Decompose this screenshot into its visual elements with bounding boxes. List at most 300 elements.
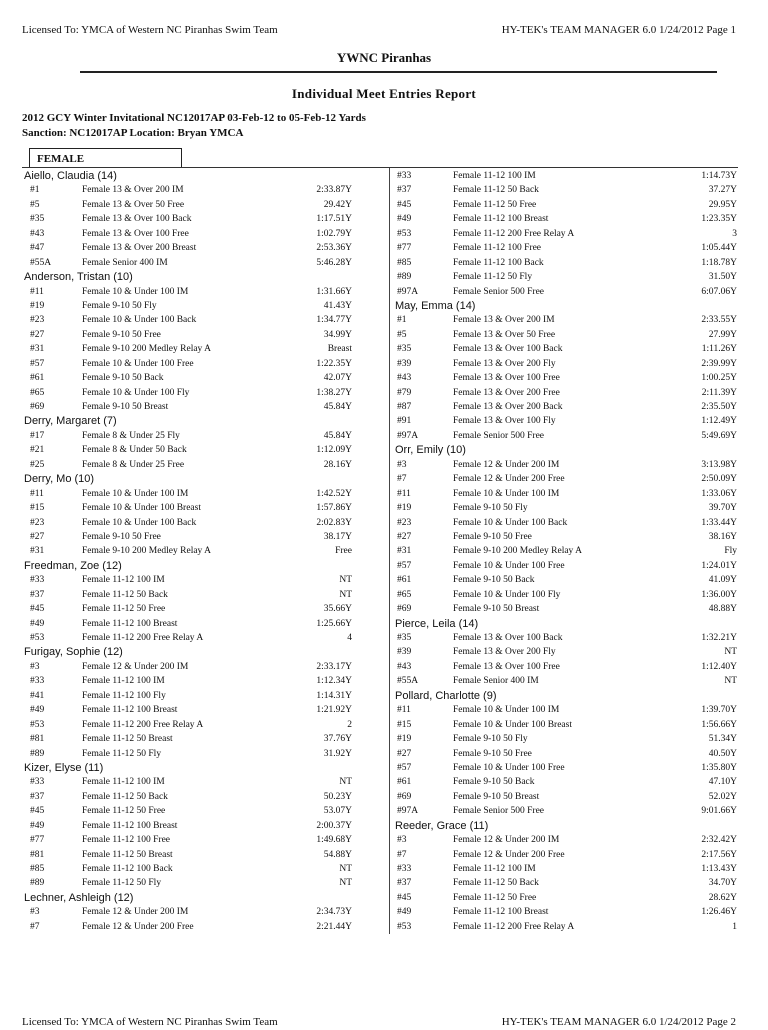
event-number: #97A <box>397 286 419 297</box>
event-number: #49 <box>30 618 45 629</box>
seed-time: 1:32.21Y <box>701 633 737 643</box>
license-text: Licensed To: YMCA of Western NC Piranhas Swim Team <box>22 24 278 36</box>
entry-row <box>24 198 386 212</box>
entry-row <box>395 718 737 732</box>
event-name: Female 12 & Under 200 IM <box>453 835 560 846</box>
event-number: #45 <box>30 806 45 817</box>
event-name: Female 10 & Under 100 Back <box>453 517 568 528</box>
swimmer-name: May, Emma (14) <box>395 299 476 312</box>
event-number: #49 <box>30 705 45 716</box>
event-number: #37 <box>397 185 412 196</box>
event-number: #11 <box>30 286 44 297</box>
event-number: #11 <box>397 488 411 499</box>
entry-row <box>24 747 386 761</box>
event-number: #41 <box>30 690 45 701</box>
seed-time: 1:33.06Y <box>701 488 737 499</box>
seed-time: Fly <box>724 546 737 557</box>
seed-time: 5:49.69Y <box>701 430 737 441</box>
swimmer-name: Kizer, Elyse (11) <box>24 761 104 774</box>
seed-time: 2:11.39Y <box>701 387 737 398</box>
entry-row <box>395 905 737 919</box>
event-number: #33 <box>397 864 412 874</box>
entry-row <box>24 674 386 688</box>
event-number: #45 <box>397 892 412 903</box>
seed-time: 1:35.80Y <box>701 762 737 773</box>
event-name: Female 13 & Over 200 Fly <box>453 647 556 658</box>
event-number: #53 <box>30 719 45 730</box>
event-number: #97A <box>397 806 419 817</box>
seed-time: 27.99Y <box>708 329 737 340</box>
event-number: #81 <box>30 849 45 860</box>
event-name: Female 10 & Under 100 Back <box>82 517 197 528</box>
event-name: Female Senior 400 IM <box>82 257 168 268</box>
swimmer-name: Lechner, Ashleigh (12) <box>24 891 134 904</box>
event-name: Female 9-10 50 Back <box>453 777 535 788</box>
event-number: #77 <box>397 243 412 254</box>
seed-time: 45.84Y <box>323 430 352 441</box>
event-name: Female 10 & Under 100 Free <box>453 762 565 773</box>
seed-time: 1:00.25Y <box>701 373 737 384</box>
seed-time: 1:23.35Y <box>701 214 737 225</box>
event-name: Female 9-10 50 Free <box>82 329 161 340</box>
event-number: #3 <box>397 459 407 470</box>
event-name: Female 11-12 200 Free Relay A <box>82 633 204 643</box>
event-number: #35 <box>30 214 45 225</box>
page-footer <box>22 1016 736 1030</box>
entry-row <box>24 544 386 558</box>
event-name: Female 11-12 100 Free <box>82 835 171 846</box>
software-version-text: HY-TEK's TEAM MANAGER 6.0 1/24/2012 Page 1 <box>501 24 736 36</box>
event-number: #15 <box>397 719 412 730</box>
event-number: #89 <box>30 748 45 759</box>
event-name: Female 11-12 50 Breast <box>82 734 173 745</box>
seed-time: 1:42.52Y <box>316 488 352 499</box>
event-number: #1 <box>30 185 40 196</box>
seed-time: 50.23Y <box>323 791 352 802</box>
entry-row <box>24 848 386 862</box>
event-name: Female 13 & Over 200 Breast <box>82 243 197 254</box>
entry-row <box>395 212 737 226</box>
event-number: #19 <box>397 503 412 514</box>
entry-row <box>395 790 737 804</box>
footer-license-text: Licensed To: YMCA of Western NC Piranhas Swim Team <box>22 1016 278 1028</box>
entry-row <box>395 183 737 197</box>
event-name: Female 10 & Under 100 Back <box>82 315 197 326</box>
event-name: Female 13 & Over 100 Free <box>82 228 189 239</box>
event-name: Female 11-12 100 IM <box>453 864 536 874</box>
seed-time: 1:33.44Y <box>701 517 737 528</box>
event-name: Female 13 & Over 100 Back <box>453 344 563 355</box>
event-number: #7 <box>397 474 407 485</box>
event-number: #57 <box>397 560 412 571</box>
event-name: Female 13 & Over 50 Free <box>453 329 556 340</box>
event-name: Female 11-12 100 Breast <box>453 907 549 918</box>
event-name: Female 10 & Under 100 Fly <box>82 387 190 398</box>
event-name: Female 11-12 100 IM <box>453 171 536 181</box>
event-name: Female 11-12 50 Free <box>82 806 166 817</box>
entry-row <box>24 256 386 270</box>
entry-row <box>395 227 737 241</box>
seed-time: 9:01.66Y <box>701 806 737 817</box>
entry-row <box>395 876 737 890</box>
column-divider <box>389 168 390 934</box>
event-name: Female 13 & Over 200 Back <box>453 402 563 412</box>
event-number: #5 <box>397 329 407 340</box>
entry-row <box>395 357 737 371</box>
event-number: #35 <box>397 344 412 355</box>
seed-time: 38.16Y <box>708 531 737 542</box>
seed-time: 48.88Y <box>708 604 737 615</box>
entry-row <box>395 400 737 414</box>
meet-info-line: 2012 GCY Winter Invitational NC12017AP 03-Feb-12 to 05-Feb-12 Yards <box>22 112 366 124</box>
event-name: Female 10 & Under 100 IM <box>82 488 189 499</box>
seed-time: 1:12.49Y <box>701 416 737 427</box>
seed-time: 1:31.66Y <box>316 286 352 297</box>
entry-row <box>395 674 737 688</box>
event-name: Female 11-12 200 Free Relay A <box>82 719 204 730</box>
entry-row <box>395 645 737 659</box>
seed-time: 38.17Y <box>323 531 352 542</box>
event-number: #25 <box>30 459 45 470</box>
seed-time: 2:00.37Y <box>316 820 352 831</box>
event-number: #69 <box>30 402 45 412</box>
event-number: #7 <box>30 921 40 932</box>
event-name: Female 9-10 200 Medley Relay A <box>82 546 212 557</box>
seed-time: 1:12.09Y <box>316 445 352 456</box>
entry-row <box>24 775 386 789</box>
event-name: Female 11-12 50 Back <box>453 185 539 196</box>
entry-row <box>395 848 737 862</box>
team-name: YWNC Piranhas <box>336 50 432 65</box>
entry-row <box>395 559 737 573</box>
entry-row <box>24 573 386 587</box>
seed-time: 1:18.78Y <box>701 257 737 268</box>
event-name: Female 13 & Over 100 Free <box>453 373 560 384</box>
event-number: #43 <box>30 228 45 239</box>
event-number: #45 <box>30 604 45 615</box>
seed-time: 1:39.70Y <box>701 705 737 716</box>
entry-row <box>24 400 386 414</box>
event-number: #31 <box>30 344 45 355</box>
event-name: Female 9-10 50 Back <box>453 575 535 586</box>
seed-time: 1:21.92Y <box>316 705 352 716</box>
seed-time: 6:07.06Y <box>701 286 737 297</box>
event-name: Female 9-10 50 Free <box>82 531 161 542</box>
entry-row <box>395 270 737 284</box>
event-number: #47 <box>30 243 45 254</box>
event-name: Female 11-12 50 Back <box>82 589 168 600</box>
event-name: Female 8 & Under 25 Free <box>82 459 185 470</box>
entry-row <box>395 804 737 818</box>
seed-time: 2:35.50Y <box>701 402 737 412</box>
event-number: #87 <box>397 402 412 412</box>
entry-row <box>24 516 386 530</box>
event-number: #31 <box>30 546 45 557</box>
event-name: Female 10 & Under 100 IM <box>453 705 560 716</box>
entry-row <box>395 487 737 501</box>
swimmer-name: Reeder, Grace (11) <box>395 819 489 832</box>
event-number: #33 <box>30 676 45 687</box>
event-name: Female 11-12 50 Fly <box>82 748 162 759</box>
event-name: Female 11-12 100 Breast <box>453 214 549 225</box>
event-name: Female 12 & Under 200 IM <box>82 907 189 918</box>
entry-row <box>395 747 737 761</box>
event-number: #55A <box>397 676 419 687</box>
event-number: #11 <box>30 488 44 499</box>
entry-row <box>24 602 386 616</box>
seed-time: NT <box>724 676 737 687</box>
seed-time: 4 <box>347 633 352 643</box>
entry-row <box>24 313 386 327</box>
event-number: #53 <box>397 921 412 932</box>
event-number: #33 <box>397 171 412 181</box>
event-name: Female 10 & Under 100 Breast <box>82 503 201 514</box>
entry-row <box>395 285 737 299</box>
page-header <box>22 24 736 38</box>
entry-row <box>24 905 386 919</box>
event-name: Female 11-12 100 IM <box>82 676 165 687</box>
event-name: Female 9-10 50 Fly <box>453 734 528 745</box>
entry-row <box>395 732 737 746</box>
event-number: #39 <box>397 358 412 369</box>
event-name: Female 13 & Over 100 Back <box>82 214 192 225</box>
event-number: #23 <box>397 517 412 528</box>
entry-row <box>24 342 386 356</box>
event-name: Female 11-12 100 Breast <box>82 820 178 831</box>
seed-time: 1:38.27Y <box>316 387 352 398</box>
event-name: Female 9-10 200 Medley Relay A <box>453 546 583 557</box>
event-number: #55A <box>30 257 52 268</box>
seed-time: 40.50Y <box>708 748 737 759</box>
event-name: Female 13 & Over 50 Free <box>82 199 185 210</box>
seed-time: 1:34.77Y <box>316 315 352 326</box>
seed-time: 1:49.68Y <box>316 835 352 846</box>
seed-time: 54.88Y <box>323 849 352 860</box>
seed-time: 2:50.09Y <box>701 474 737 485</box>
event-name: Female 12 & Under 200 IM <box>82 661 189 672</box>
event-number: #1 <box>397 315 407 326</box>
seed-time: 2:33.87Y <box>316 185 352 196</box>
entry-row <box>24 183 386 197</box>
event-number: #61 <box>397 575 412 586</box>
event-number: #43 <box>397 373 412 384</box>
event-number: #7 <box>397 849 407 860</box>
event-number: #3 <box>30 661 40 672</box>
seed-time: 3 <box>732 228 737 239</box>
entry-row <box>24 285 386 299</box>
entry-row <box>395 602 737 616</box>
seed-time: 35.66Y <box>323 604 352 615</box>
event-number: #85 <box>397 257 412 268</box>
event-name: Female 13 & Over 200 IM <box>82 185 184 196</box>
event-name: Female 8 & Under 50 Back <box>82 445 187 456</box>
seed-time: 1:25.66Y <box>316 618 352 629</box>
seed-time: NT <box>339 864 352 874</box>
swimmer-name: Aiello, Claudia (14) <box>24 170 117 182</box>
seed-time: 1:57.86Y <box>316 503 352 514</box>
swimmer-name: Orr, Emily (10) <box>395 444 466 457</box>
entry-row <box>24 429 386 443</box>
event-number: #65 <box>30 387 45 398</box>
seed-time: 1:24.01Y <box>701 560 737 571</box>
seed-time: 52.02Y <box>708 791 737 802</box>
event-name: Female 11-12 50 Fly <box>453 272 533 283</box>
event-number: #3 <box>30 907 40 918</box>
event-number: #27 <box>397 748 412 759</box>
event-name: Female 11-12 100 IM <box>82 777 165 788</box>
event-number: #79 <box>397 387 412 398</box>
entry-row <box>24 227 386 241</box>
event-name: Female 9-10 50 Back <box>82 373 164 384</box>
seed-time: NT <box>724 647 737 658</box>
entry-row <box>24 443 386 457</box>
entry-row <box>395 631 737 645</box>
event-number: #33 <box>30 777 45 788</box>
seed-time: 1:11.26Y <box>701 344 737 355</box>
event-name: Female 10 & Under 100 IM <box>453 488 560 499</box>
seed-time: 1:12.40Y <box>701 661 737 672</box>
event-name: Female 8 & Under 25 Fly <box>82 430 180 441</box>
event-number: #61 <box>30 373 45 384</box>
event-name: Female 13 & Over 100 Back <box>453 633 563 643</box>
seed-time: 1:14.73Y <box>701 171 737 181</box>
entry-row <box>24 703 386 717</box>
seed-time: 42.07Y <box>323 373 352 384</box>
event-number: #39 <box>397 647 412 658</box>
event-number: #97A <box>397 430 419 441</box>
seed-time: Breast <box>327 344 352 355</box>
event-number: #27 <box>397 531 412 542</box>
event-name: Female 11-12 50 Back <box>82 791 168 802</box>
seed-time: 2:17.56Y <box>701 849 737 860</box>
event-number: #11 <box>397 705 411 716</box>
event-name: Female 11-12 50 Fly <box>82 878 162 889</box>
event-number: #17 <box>30 430 45 441</box>
seed-time: 1:05.44Y <box>701 243 737 254</box>
event-name: Female 10 & Under 100 Breast <box>453 719 572 730</box>
seed-time: 28.16Y <box>323 459 352 470</box>
event-name: Female 9-10 50 Breast <box>82 402 169 412</box>
swimmer-name: Anderson, Tristan (10) <box>24 271 133 284</box>
event-number: #35 <box>397 633 412 643</box>
event-number: #37 <box>397 878 412 889</box>
header-rule <box>80 71 717 73</box>
event-number: #15 <box>30 503 45 514</box>
entry-row <box>24 631 386 645</box>
event-name: Female 13 & Over 100 Fly <box>453 416 556 427</box>
event-number: #5 <box>30 199 40 210</box>
entry-row <box>395 516 737 530</box>
seed-time: 5:46.28Y <box>316 257 352 268</box>
entry-row <box>395 328 737 342</box>
event-name: Female 12 & Under 200 IM <box>453 459 560 470</box>
seed-time: 34.70Y <box>708 878 737 889</box>
seed-time: 1:17.51Y <box>316 214 352 225</box>
entry-row <box>395 501 737 515</box>
event-name: Female Senior 500 Free <box>453 806 545 817</box>
event-name: Female 11-12 50 Free <box>82 604 166 615</box>
event-number: #49 <box>397 907 412 918</box>
event-number: #53 <box>30 633 45 643</box>
entry-row <box>24 804 386 818</box>
event-name: Female Senior 500 Free <box>453 430 545 441</box>
swimmer-name: Pollard, Charlotte (9) <box>395 689 497 702</box>
entry-row <box>395 530 737 544</box>
event-name: Female 13 & Over 200 Fly <box>453 358 556 369</box>
event-name: Female 11-12 50 Breast <box>82 849 173 860</box>
right-entries-column <box>395 169 737 934</box>
event-number: #61 <box>397 777 412 788</box>
entry-row <box>395 833 737 847</box>
event-number: #77 <box>30 835 45 846</box>
seed-time: 2:33.55Y <box>701 315 737 326</box>
event-number: #81 <box>30 734 45 745</box>
event-number: #31 <box>397 546 412 557</box>
event-name: Female 11-12 100 Breast <box>82 618 178 629</box>
seed-time: 1:02.79Y <box>316 228 352 239</box>
event-name: Female 10 & Under 100 Fly <box>453 589 561 600</box>
left-entries-column <box>24 169 386 934</box>
table-top-rule <box>22 167 738 168</box>
entry-row <box>395 429 737 443</box>
seed-time: 41.09Y <box>708 575 737 586</box>
event-name: Female 9-10 50 Free <box>453 748 532 759</box>
event-number: #69 <box>397 604 412 615</box>
seed-time: NT <box>339 589 352 600</box>
event-number: #57 <box>397 762 412 773</box>
event-number: #33 <box>30 575 45 586</box>
entry-row <box>24 732 386 746</box>
entry-row <box>24 660 386 674</box>
event-number: #23 <box>30 517 45 528</box>
event-name: Female 12 & Under 200 Free <box>82 921 194 932</box>
event-name: Female 9-10 50 Fly <box>453 503 528 514</box>
entry-row <box>395 256 737 270</box>
entry-row <box>24 790 386 804</box>
entry-row <box>24 588 386 602</box>
seed-time: 2:33.17Y <box>316 661 352 672</box>
seed-time: Free <box>335 546 352 557</box>
event-name: Female 11-12 100 IM <box>82 575 165 586</box>
event-name: Female 13 & Over 200 IM <box>453 315 555 326</box>
report-title: Individual Meet Entries Report <box>291 86 477 101</box>
event-number: #89 <box>397 272 412 283</box>
event-name: Female 11-12 100 Breast <box>82 705 178 716</box>
entry-row <box>395 241 737 255</box>
entry-row <box>24 212 386 226</box>
seed-time: 41.43Y <box>323 300 352 311</box>
entry-row <box>24 876 386 890</box>
event-number: #21 <box>30 445 45 456</box>
seed-time: 1:12.34Y <box>316 676 352 687</box>
entry-row <box>24 487 386 501</box>
entry-row <box>395 472 737 486</box>
entry-row <box>395 342 737 356</box>
entry-row <box>24 241 386 255</box>
swimmer-name: Pierce, Leila (14) <box>395 617 479 630</box>
swimmer-name: Furigay, Sophie (12) <box>24 646 123 659</box>
event-name: Female 10 & Under 100 IM <box>82 286 189 297</box>
entry-row <box>395 660 737 674</box>
entry-row <box>24 819 386 833</box>
event-number: #37 <box>30 589 45 600</box>
seed-time: 39.70Y <box>708 503 737 514</box>
seed-time: 34.99Y <box>323 329 352 340</box>
entry-row <box>24 371 386 385</box>
entry-row <box>24 357 386 371</box>
entry-row <box>395 588 737 602</box>
event-number: #43 <box>397 661 412 672</box>
